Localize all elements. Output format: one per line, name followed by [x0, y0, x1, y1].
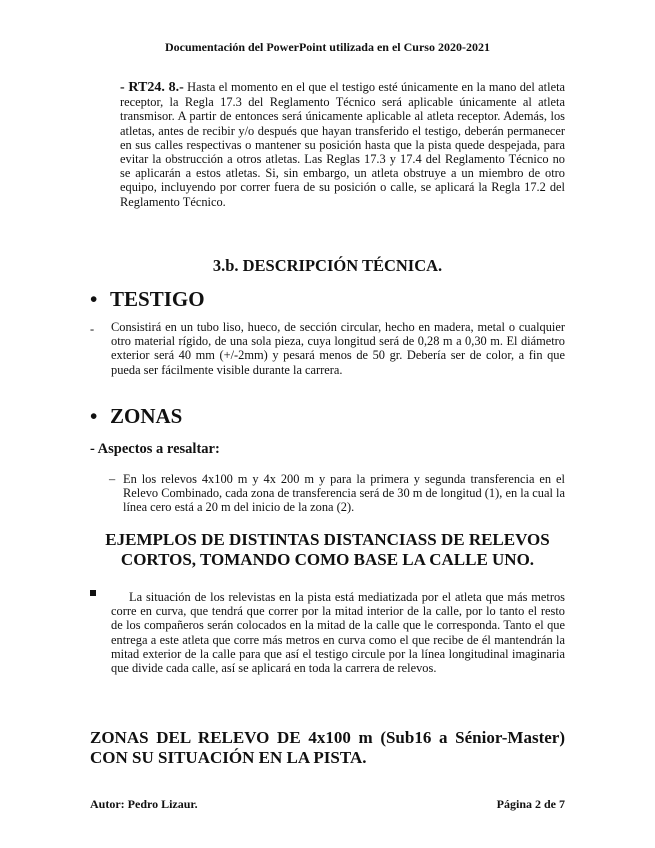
aspectos-subheading: - Aspectos a resaltar: — [90, 441, 220, 457]
dash-icon: – — [109, 472, 116, 486]
rt24-lead: - RT24. 8.- — [120, 80, 184, 95]
section-3b-title: 3.b. DESCRIPCIÓN TÉCNICA. — [212, 256, 443, 275]
situacion-paragraph: La situación de los relevistas en la pista está mediatizada por el atleta que más metros corre en curva, que tendrá que correr por la mitad interior de la calle, por lo tanto el resto de los compañeros serán colocados en la mitad de la calle que le corresponda. Tanto el que entrega a este atleta que corre más metros en curva como el que recibe de él mantendrán la mitad exterior de la calle para que así el testigo circule por la línea longitudinal imaginaria que divide cada calle, así se aplicará en toda la carrera de relevos. — [111, 590, 565, 676]
footer-author: Autor: Pedro Lizaur. — [90, 797, 198, 811]
zonas-relevo-heading: ZONAS DEL RELEVO DE 4x100 m (Sub16 a Sénior-Master) CON SU SITUACIÓN EN LA PISTA. — [90, 728, 565, 767]
relevos-paragraph: En los relevos 4x100 m y 4x 200 m y para la primera y segunda transferencia en el Relevo Combinado, cada zona de transferencia será de 30 m de longitud (1), en la cual la línea cero está a 20 m del inicio de la zona (2). — [123, 472, 565, 515]
ejemplos-heading — [90, 530, 565, 570]
bullet-icon: • — [90, 404, 98, 428]
zonas-heading — [90, 404, 182, 429]
footer-page-number: Página 2 de 7 — [496, 797, 565, 811]
ejemplos-line-1: EJEMPLOS DE DISTINTAS DISTANCIASS DE RELEVOS — [105, 530, 550, 549]
rt24-paragraph — [120, 80, 565, 209]
zonas-title: ZONAS — [110, 404, 183, 428]
page-header: Documentación del PowerPoint utilizada en el Curso 2020-2021 — [165, 40, 490, 54]
rt24-text: Hasta el momento en el que el testigo esté únicamente en la mano del atleta receptor, la Regla 17.3 del Reglamento Técnico será aplicable únicamente al atleta transmisor. A partir de entonces será únicamente aplicable al atleta receptor. Además, los atletas, antes de recibir y/o después que hayan transferido el testigo, deberán permanecer en sus calles respectivas o mantener su posición hasta que la pista quede despejada, para evitar la obstrucción a otros atletas. Las Reglas 17.3 y 17.4 del Reglamento Técnico no se aplicarán a estos atletas. Si, sin embargo, un atleta obstruye a un miembro de otro equipo, incluyendo por correr fuera de su posición o calle, se aplicará la Regla 17.2 del Reglamento Técnico. — [120, 80, 566, 209]
square-bullet-icon — [90, 590, 96, 596]
dash-icon: - — [90, 322, 95, 336]
ejemplos-line-2: CORTOS, TOMANDO COMO BASE LA CALLE UNO. — [120, 550, 535, 569]
testigo-heading — [90, 287, 205, 312]
testigo-title: TESTIGO — [110, 287, 205, 311]
bullet-icon: • — [90, 287, 98, 311]
testigo-paragraph: Consistirá en un tubo liso, hueco, de sección circular, hecho en madera, metal o cualquier otro material rígido, de una sola pieza, cuya longitud será de 0,28 m a 0,30 m. El diámetro exterior será 40 mm (+/-2mm) y pesará menos de 50 gr. Debería ser de color, a fin que pueda ser fácilmente visible durante la carrera. — [111, 320, 565, 377]
